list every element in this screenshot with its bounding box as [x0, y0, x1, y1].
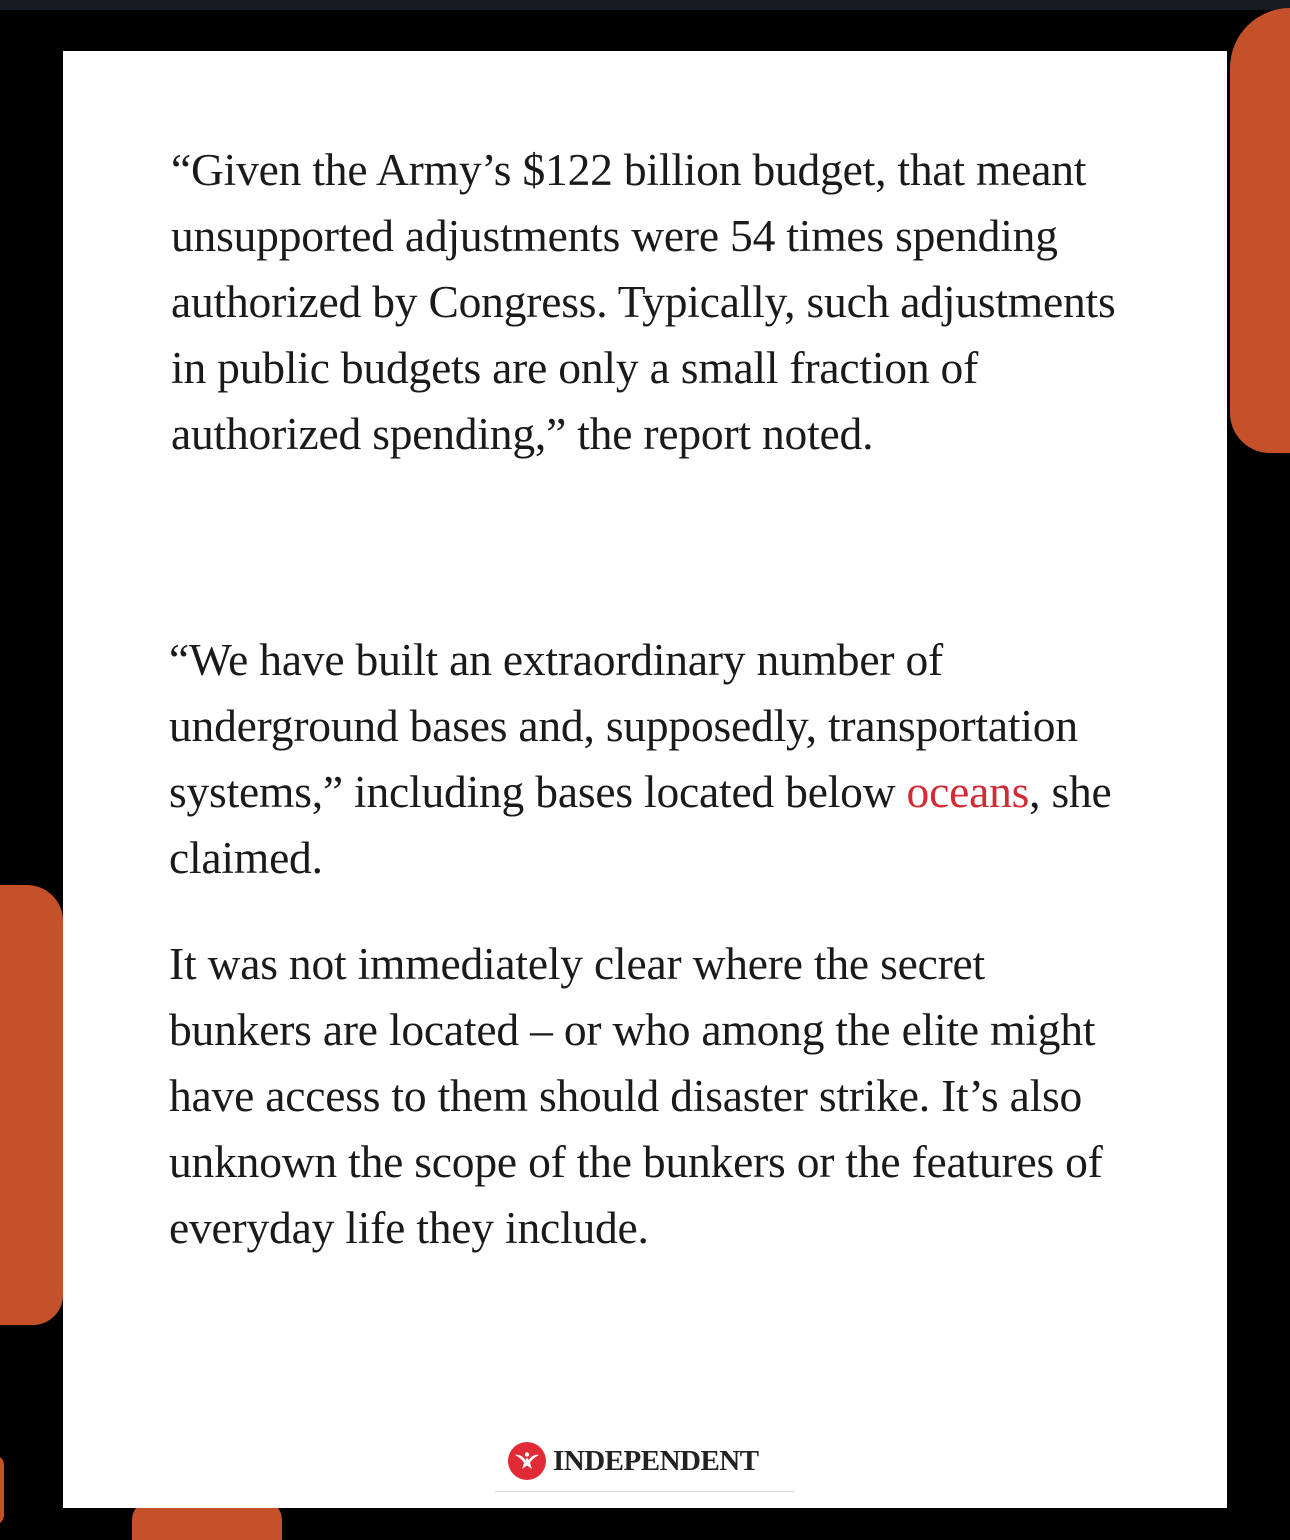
decorative-blob-right [1230, 8, 1290, 453]
oceans-link[interactable]: oceans [906, 766, 1030, 817]
eagle-icon [508, 1442, 546, 1480]
article-paragraph-1: “Given the Army’s $122 billion budget, that meant unsupported adjustments were 54 times spending authorized by Congress. Typically, such adjustments in public budgets are only a small fraction of authorized spending,” the report noted. [171, 144, 1116, 459]
logo-underline [495, 1491, 795, 1492]
brand-name: INDEPENDENT [553, 1444, 759, 1477]
article-paragraph-2 [169, 627, 1129, 891]
article-paragraph-3: It was not immediately clear where the secret bunkers are located – or who among the elite might have access to them should disaster strike. It’s also unknown the scope of the bunkers or the features of everyday life they include. [169, 938, 1103, 1253]
article-card [63, 51, 1227, 1508]
independent-logo [508, 1439, 759, 1483]
paragraph-2-text-start: “We have built an extraordinary number of underground bases and, supposedly, transportation systems,” including bases located below [169, 634, 1078, 817]
decorative-blob-corner [0, 1455, 4, 1525]
decorative-blob-left [0, 885, 63, 1325]
top-strip [0, 0, 1290, 10]
paragraph-2-text-end: , she claimed. [169, 766, 1112, 883]
